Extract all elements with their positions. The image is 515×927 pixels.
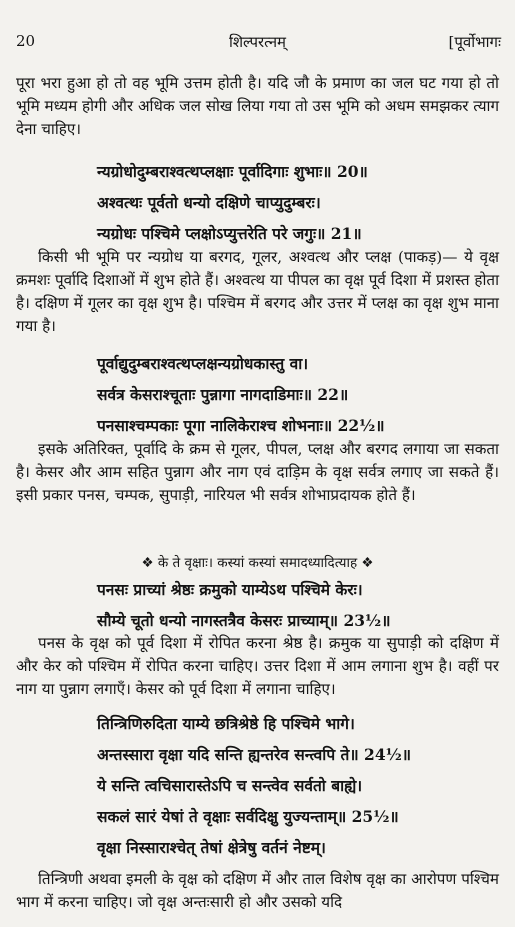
paragraph-2: किसी भी भूमि पर न्यग्रोध या बरगद, गूलर, अश्वत्थ और प्लक्ष (पाकड़)— ये वृक्ष क्रमशः पूर्वादि दिशाओं में शुभ होते हैं। अश्वत्थ या पीपल का वृक्ष पूर्व दिशा में प्रशस्त होता है। दक्षिण में गूलर का वृक्ष शुभ है। पश्चिम में बरगद और उत्तर में प्लक्ष का वृक्ष शुभ माना गया है।: [16, 248, 499, 335]
verse-line: ये सन्ति त्वचिसारास्तेऽपि च सन्त्वेव सर्वतो बाह्ये।: [97, 776, 363, 795]
paragraph-1: पूरा भरा हुआ हो तो वह भूमि उत्तम होती है। यदि जौ के प्रमाण का जल घट गया हो तो भूमि मध्यम होगी और अधिक जल सोख लिया गया तो उस भूमि को अधम समझकर त्याग देना चाहिए।: [16, 74, 499, 138]
verse-line: न्यग्रोधः पश्चिमे प्लक्षोऽप्युत्तरेति परे जगुः॥ 21॥: [97, 224, 362, 243]
page-header: [14, 32, 501, 54]
page-number: 20: [16, 32, 36, 50]
verse-line: पनसाश्चम्पकाः पूगा नालिकेराश्च शोभनाः॥ 22½॥: [97, 416, 385, 435]
verse-line: पूर्वाद्युदुम्बराश्वत्थप्लक्षन्यग्रोधकास्तु वा।: [97, 354, 309, 373]
verse-line: न्यग्रोधोदुम्बराश्वत्थप्लक्षाः पूर्वादिगाः शुभाः॥ 20॥: [97, 162, 368, 181]
verse-24-25: [97, 712, 501, 867]
running-title: शिल्परत्नम्: [228, 33, 287, 51]
paragraph-4: पनस के वृक्ष को पूर्व दिशा में रोपित करना श्रेष्ठ है। क्रमुक या सुपाड़ी को दक्षिण में और केर को पश्चिम में रोपित करना चाहिए। उत्तर दिशा में आम लगाना शुभ है। वहीं पर नाग या पुन्नाग लगाएँ। केसर को पूर्व दिशा में लगाना चाहिए।: [16, 634, 499, 698]
verse-line: अन्तस्सारा वृक्षा यदि सन्ति ह्यन्तरेव सन्त्वपि ते॥ 24½॥: [97, 745, 412, 764]
section-label: [पूर्वोभागः: [448, 33, 501, 51]
verse-23: [97, 578, 501, 640]
verse-line: अश्वत्थः पूर्वतो धन्यो दक्षिणे चाप्युदुम्बरः।: [97, 193, 321, 212]
verse-20-21: [97, 160, 501, 253]
section-subheading: ❖ के ते वृक्षाः। कस्यां कस्यां समादध्यादित्याह ❖: [141, 555, 374, 571]
verse-line: सकलं सारं येषां ते वृक्षाः सर्वदिक्षु युज्यन्ताम्॥ 25½॥: [97, 807, 399, 826]
paragraph-3: इसके अतिरिक्त, पूर्वादि के क्रम से गूलर, पीपल, प्लक्ष और बरगद लगाया जा सकता है। केसर और आम सहित पुन्नाग और नाग एवं दाड़िम के वृक्ष सर्वत्र लगाए जा सकते हैं। इसी प्रकार पनस, चम्पक, सुपाड़ी, नारियल भी सर्वत्र शोभाप्रदायक होते हैं।: [16, 440, 499, 504]
verse-line: वृक्षा निस्साराश्चेत् तेषां क्षेत्रेषु वर्तनं नेष्टम्।: [97, 838, 326, 857]
verse-22: [97, 352, 501, 445]
verse-line: पनसः प्राच्यां श्रेष्ठः क्रमुको याम्येऽथ पश्चिमे केरः।: [97, 580, 363, 599]
verse-line: तिन्त्रिणिरुदिता याम्ये छत्रिश्रेष्ठे हि पश्चिमे भागे।: [97, 714, 355, 733]
verse-line: सर्वत्र केसराश्चूताः पुन्नागा नागदाडिमाः॥ 22॥: [97, 385, 349, 404]
paragraph-5: तिन्त्रिणी अथवा इमली के वृक्ष को दक्षिण में और ताल विशेष वृक्ष का आरोपण पश्चिम भाग में करना चाहिए। जो वृक्ष अन्तःसारी हो और उसको यदि: [16, 870, 499, 911]
verse-line: सौम्ये चूतो धन्यो नागस्तत्रैव केसरः प्राच्याम्॥ 23½॥: [97, 611, 391, 630]
